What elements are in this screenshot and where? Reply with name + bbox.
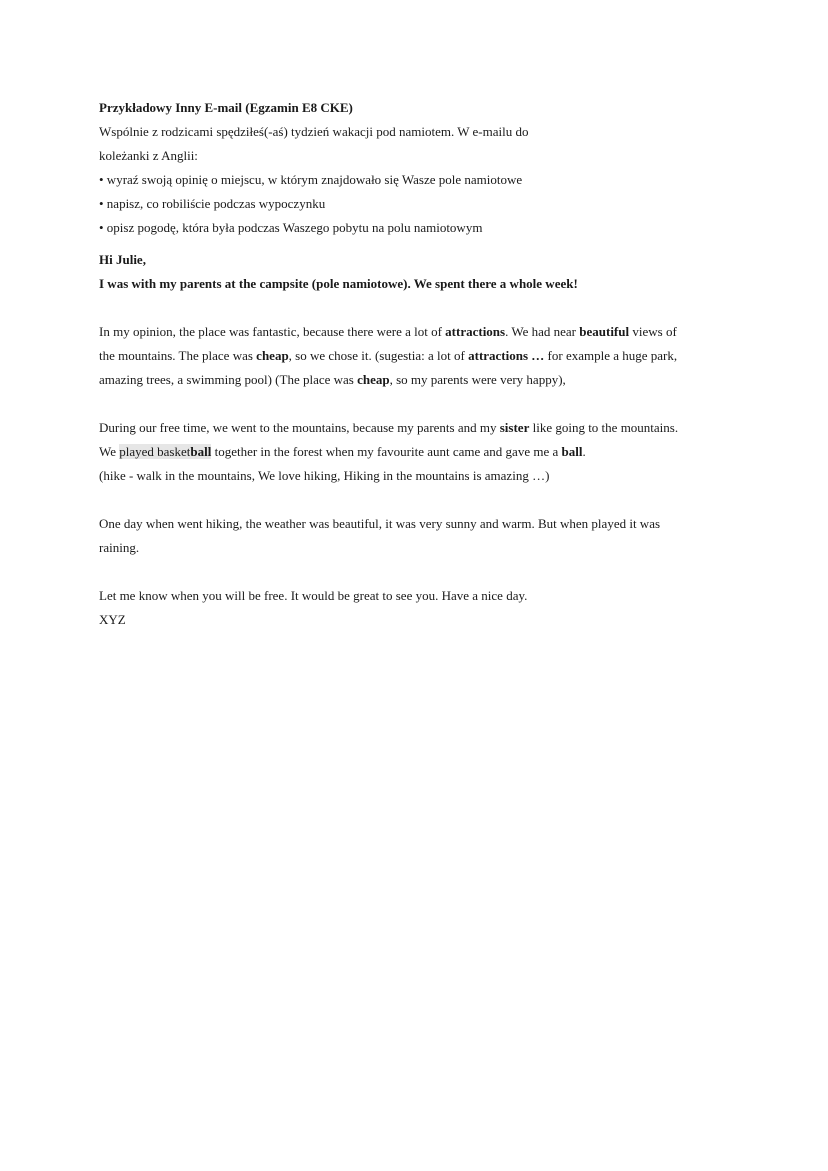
text: amazing trees, a swimming pool) (The place was	[99, 372, 358, 387]
task-intro-line-1: Wspólnie z rodzicami spędziłeś(-aś) tydzień wakacji pod namiotem. W e-mailu do	[99, 124, 529, 139]
task-bullet-2: • napisz, co robiliście podczas wypoczynku	[99, 196, 326, 211]
hike-note: (hike - walk in the mountains, We love hiking, Hiking in the mountains is amazing …)	[99, 468, 550, 483]
text: views of	[629, 324, 677, 339]
email-paragraph-weather	[99, 512, 739, 560]
task-bullet-1: • wyraź swoją opinię o miejscu, w którym znajdowało się Wasze pole namiotowe	[99, 172, 523, 187]
email-opening: I was with my parents at the campsite (pole namiotowe). We spent there a whole week!	[99, 276, 578, 291]
document-page	[99, 96, 739, 632]
email-paragraph-place	[99, 320, 739, 392]
text: We	[99, 444, 120, 459]
keyword: cheap	[357, 372, 390, 387]
text: like going to the mountains.	[529, 420, 679, 435]
text: , so we chose it. (sugestia: a lot of	[288, 348, 469, 363]
keyword: attractions	[445, 324, 506, 339]
text: raining.	[99, 540, 140, 555]
email-signature: XYZ	[99, 612, 126, 627]
keyword: cheap	[256, 348, 289, 363]
highlighted-keyword: ball	[190, 444, 212, 459]
keyword: beautiful	[579, 324, 630, 339]
text: In my opinion, the place was fantastic, because there were a lot of	[99, 324, 446, 339]
keyword: sister	[499, 420, 530, 435]
text: for example a huge park,	[544, 348, 678, 363]
highlighted-text: played basket	[119, 444, 191, 459]
text: . We had near	[505, 324, 580, 339]
text: During our free time, we went to the mountains, because my parents and my	[99, 420, 500, 435]
task-intro-line-2: koleżanki z Anglii:	[99, 148, 198, 163]
text: the mountains. The place was	[99, 348, 257, 363]
keyword: ball	[561, 444, 583, 459]
text: , so my parents were very happy),	[389, 372, 566, 387]
email-paragraph-activities	[99, 416, 739, 488]
email-closing: Let me know when you will be free. It would be great to see you. Have a nice day.	[99, 588, 528, 603]
text: together in the forest when my favourite aunt came and gave me a	[211, 444, 562, 459]
text: .	[582, 444, 586, 459]
text: One day when went hiking, the weather was beautiful, it was very sunny and warm. But when played it was	[99, 516, 661, 531]
task-title: Przykładowy Inny E-mail (Egzamin E8 CKE)	[99, 100, 353, 115]
task-bullet-3: • opisz pogodę, która była podczas Waszego pobytu na polu namiotowym	[99, 220, 483, 235]
keyword: attractions …	[468, 348, 545, 363]
email-greeting: Hi Julie,	[99, 252, 146, 267]
